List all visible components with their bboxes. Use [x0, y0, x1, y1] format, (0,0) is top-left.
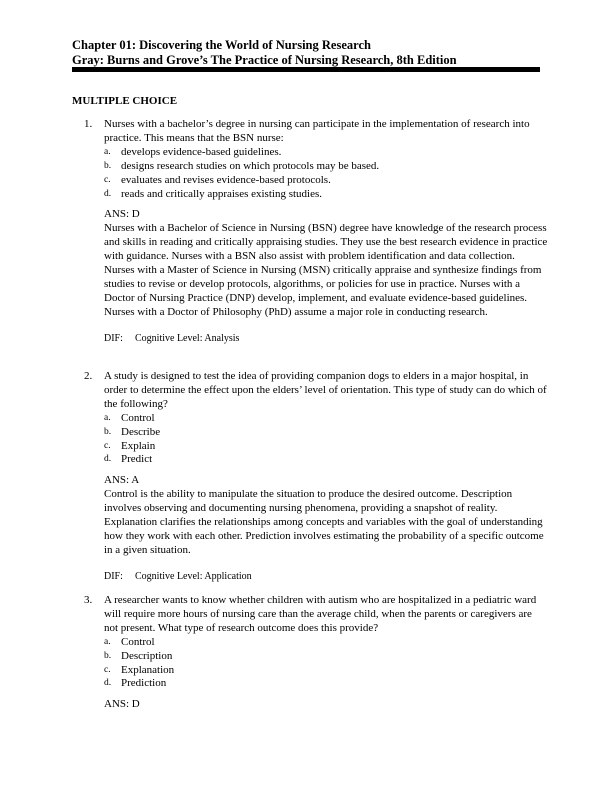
section-title: MULTIPLE CHOICE: [72, 95, 178, 107]
question-2: [84, 370, 548, 584]
option-text: evaluates and revises evidence-based protocols.: [121, 173, 331, 186]
option-text: Explain: [121, 439, 156, 452]
option-letter: d.: [104, 188, 112, 199]
question-stem: A researcher wants to know whether children with autism who are hospitalized in a pediatric ward will require more hours of nursing care than the average child, when the parents or caregivers are not present. What type of research outcome does this provide?: [104, 594, 537, 634]
option-b: [104, 426, 548, 440]
option-letter: a.: [104, 636, 111, 647]
options-list: [104, 412, 548, 468]
option-text: reads and critically appraises existing studies.: [121, 187, 322, 200]
option-c: [104, 664, 548, 678]
option-text: Predict: [121, 453, 153, 466]
option-text: Explanation: [121, 663, 175, 676]
dif-label: DIF:: [104, 332, 123, 344]
chapter-title: Chapter 01: Discovering the World of Nursing Research: [72, 38, 371, 52]
difficulty: [104, 332, 548, 346]
answer: ANS: D: [104, 698, 140, 711]
options-list: [104, 146, 548, 202]
question-number: 2.: [84, 370, 93, 382]
option-letter: d.: [104, 678, 112, 689]
option-text: designs research studies on which protocols may be based.: [121, 159, 380, 172]
dif-label: DIF:: [104, 570, 123, 582]
option-a: [104, 146, 548, 160]
option-letter: c.: [104, 664, 111, 675]
question-3: [84, 594, 548, 712]
option-d: [104, 453, 548, 467]
option-text: Control: [121, 635, 155, 648]
option-c: [104, 440, 548, 454]
option-text: Control: [121, 411, 155, 424]
option-text: Describe: [121, 425, 161, 438]
dif-value: Cognitive Level: Analysis: [135, 332, 240, 344]
question-stem: A study is designed to test the idea of providing companion dogs to elders in a major hospital, in order to determine the effect upon the elders’ level of orientation. This type of study can do which of the following?: [104, 370, 547, 410]
option-text: Description: [121, 649, 173, 662]
option-text: Prediction: [121, 677, 167, 690]
option-letter: b.: [104, 160, 112, 171]
option-letter: a.: [104, 146, 111, 157]
answer: ANS: A: [104, 474, 140, 487]
dif-value: Cognitive Level: Application: [135, 570, 252, 582]
option-letter: b.: [104, 650, 112, 661]
book-title: Gray: Burns and Grove’s The Practice of Nursing Research, 8th Edition: [72, 53, 457, 67]
page-header: [72, 38, 540, 68]
rationale: Control is the ability to manipulate the situation to produce the desired outcome. Description involves observing and documenting nursing phenomena, providing a snapshot of reality. Explanation clarifies the relationships among concepts and variables with the goal of understanding how they work with each other. Prediction involves estimating the probability of a specific outcome in a given situation.: [104, 488, 544, 556]
option-b: [104, 160, 548, 174]
difficulty: [104, 570, 548, 584]
option-text: develops evidence-based guidelines.: [121, 145, 282, 158]
options-list: [104, 636, 548, 692]
option-letter: c.: [104, 174, 111, 185]
option-letter: c.: [104, 440, 111, 451]
option-letter: a.: [104, 412, 111, 423]
option-c: [104, 174, 548, 188]
question-number: 1.: [84, 118, 93, 130]
question-number: 3.: [84, 594, 93, 606]
header-rule: [72, 67, 540, 72]
option-d: [104, 188, 548, 202]
question-1: [84, 118, 548, 346]
option-b: [104, 650, 548, 664]
question-stem: Nurses with a bachelor’s degree in nursing can participate in the implementation of research into practice. This means that the BSN nurse:: [104, 118, 530, 144]
option-a: [104, 636, 548, 650]
answer: ANS: D: [104, 208, 140, 221]
option-d: [104, 677, 548, 691]
option-a: [104, 412, 548, 426]
option-letter: b.: [104, 426, 112, 437]
rationale: Nurses with a Bachelor of Science in Nursing (BSN) degree have knowledge of the research process and skills in reading and critically appraising studies. They use the best research evidence in practice with guidance. Nurses with a BSN also assist with problem identification and data collection. Nurses with a Master of Science in Nursing (MSN) critically appraise and synthesize findings from studies to revise or develop protocols, algorithms, or policies for use in practice. Nurses with a Doctor of Nursing Practice (DNP) develop, implement, and evaluate evidence-based guidelines. Nurses with a Doctor of Philosophy (PhD) assume a major role in conducting research.: [104, 222, 548, 318]
option-letter: d.: [104, 454, 112, 465]
